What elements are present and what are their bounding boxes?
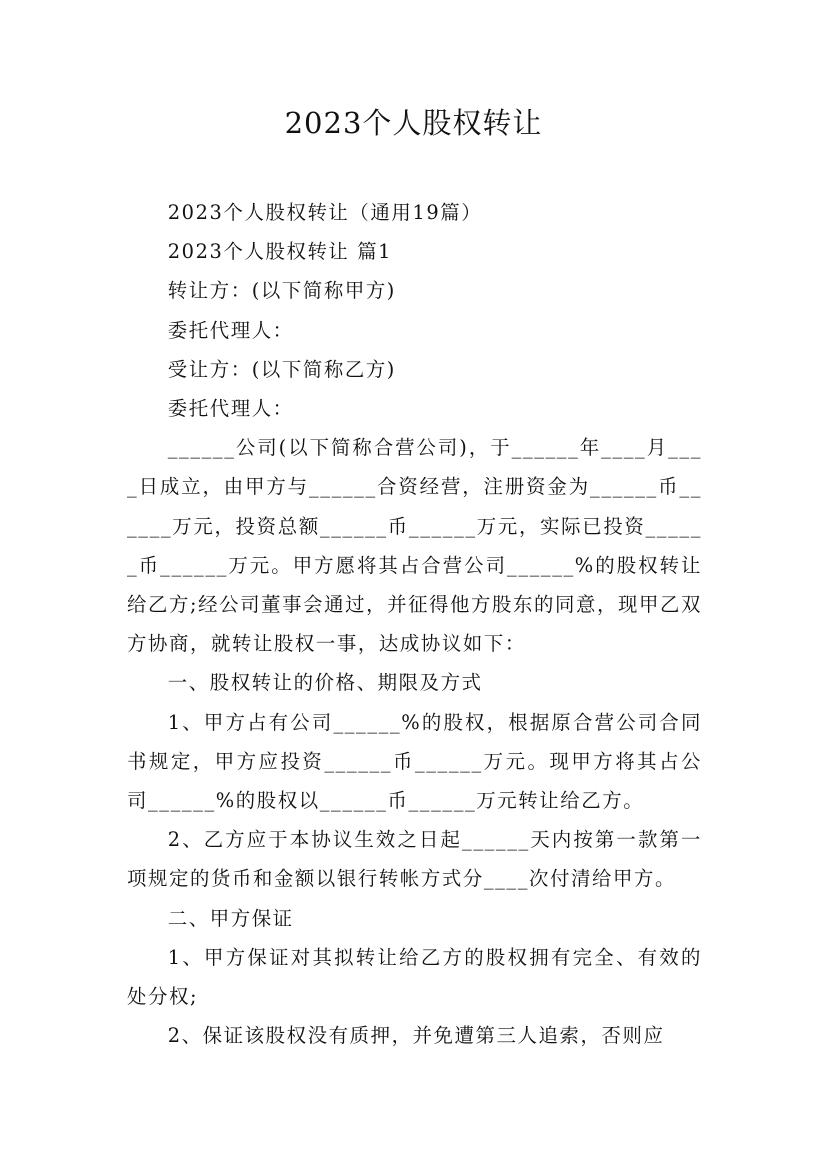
section-heading: 二、甲方保证 bbox=[167, 906, 294, 930]
paragraph: 转让方：(以下简称甲方) bbox=[167, 279, 396, 303]
paragraph: 2023个人股权转让（通用19篇） bbox=[167, 201, 483, 224]
paragraph: 2、保证该股权没有质押，并免遭第三人追索，否则应 bbox=[167, 1024, 665, 1048]
paragraph: 1、甲方保证对其拟转让给乙方的股权拥有完全、有效的处分权; bbox=[127, 945, 702, 1009]
document-title: 2023个人股权转让 bbox=[284, 106, 543, 140]
paragraph: 委托代理人： bbox=[167, 397, 294, 421]
paragraph: 受让方：(以下简称乙方) bbox=[167, 357, 396, 381]
paragraph: 1、甲方占有公司______%的股权，根据原合营公司合同书规定，甲方应投资______币______万元。现甲方将其占公司______%的股权以______币______万元转让给乙方。 bbox=[127, 710, 702, 813]
section-heading: 一、股权转让的价格、期限及方式 bbox=[167, 671, 483, 695]
document-body bbox=[127, 193, 702, 1055]
paragraph: 委托代理人： bbox=[167, 318, 294, 342]
paragraph: 2023个人股权转让 篇1 bbox=[167, 240, 393, 264]
paragraph: ______公司(以下简称合营公司)，于______年____月____日成立，由甲方与______合资经营，注册资金为______币______万元，投资总额______币______万元，实际已投资______币______万元。甲方愿将其占合营公司______%的股权转让给乙方;经公司董事会通过，并征得他方股东的同意，现甲乙双方协商，就转让股权一事，达成协议如下： bbox=[127, 436, 702, 656]
paragraph: 2、乙方应于本协议生效之日起______天内按第一款第一项规定的货币和金额以银行转帐方式分____次付清给甲方。 bbox=[127, 828, 702, 891]
